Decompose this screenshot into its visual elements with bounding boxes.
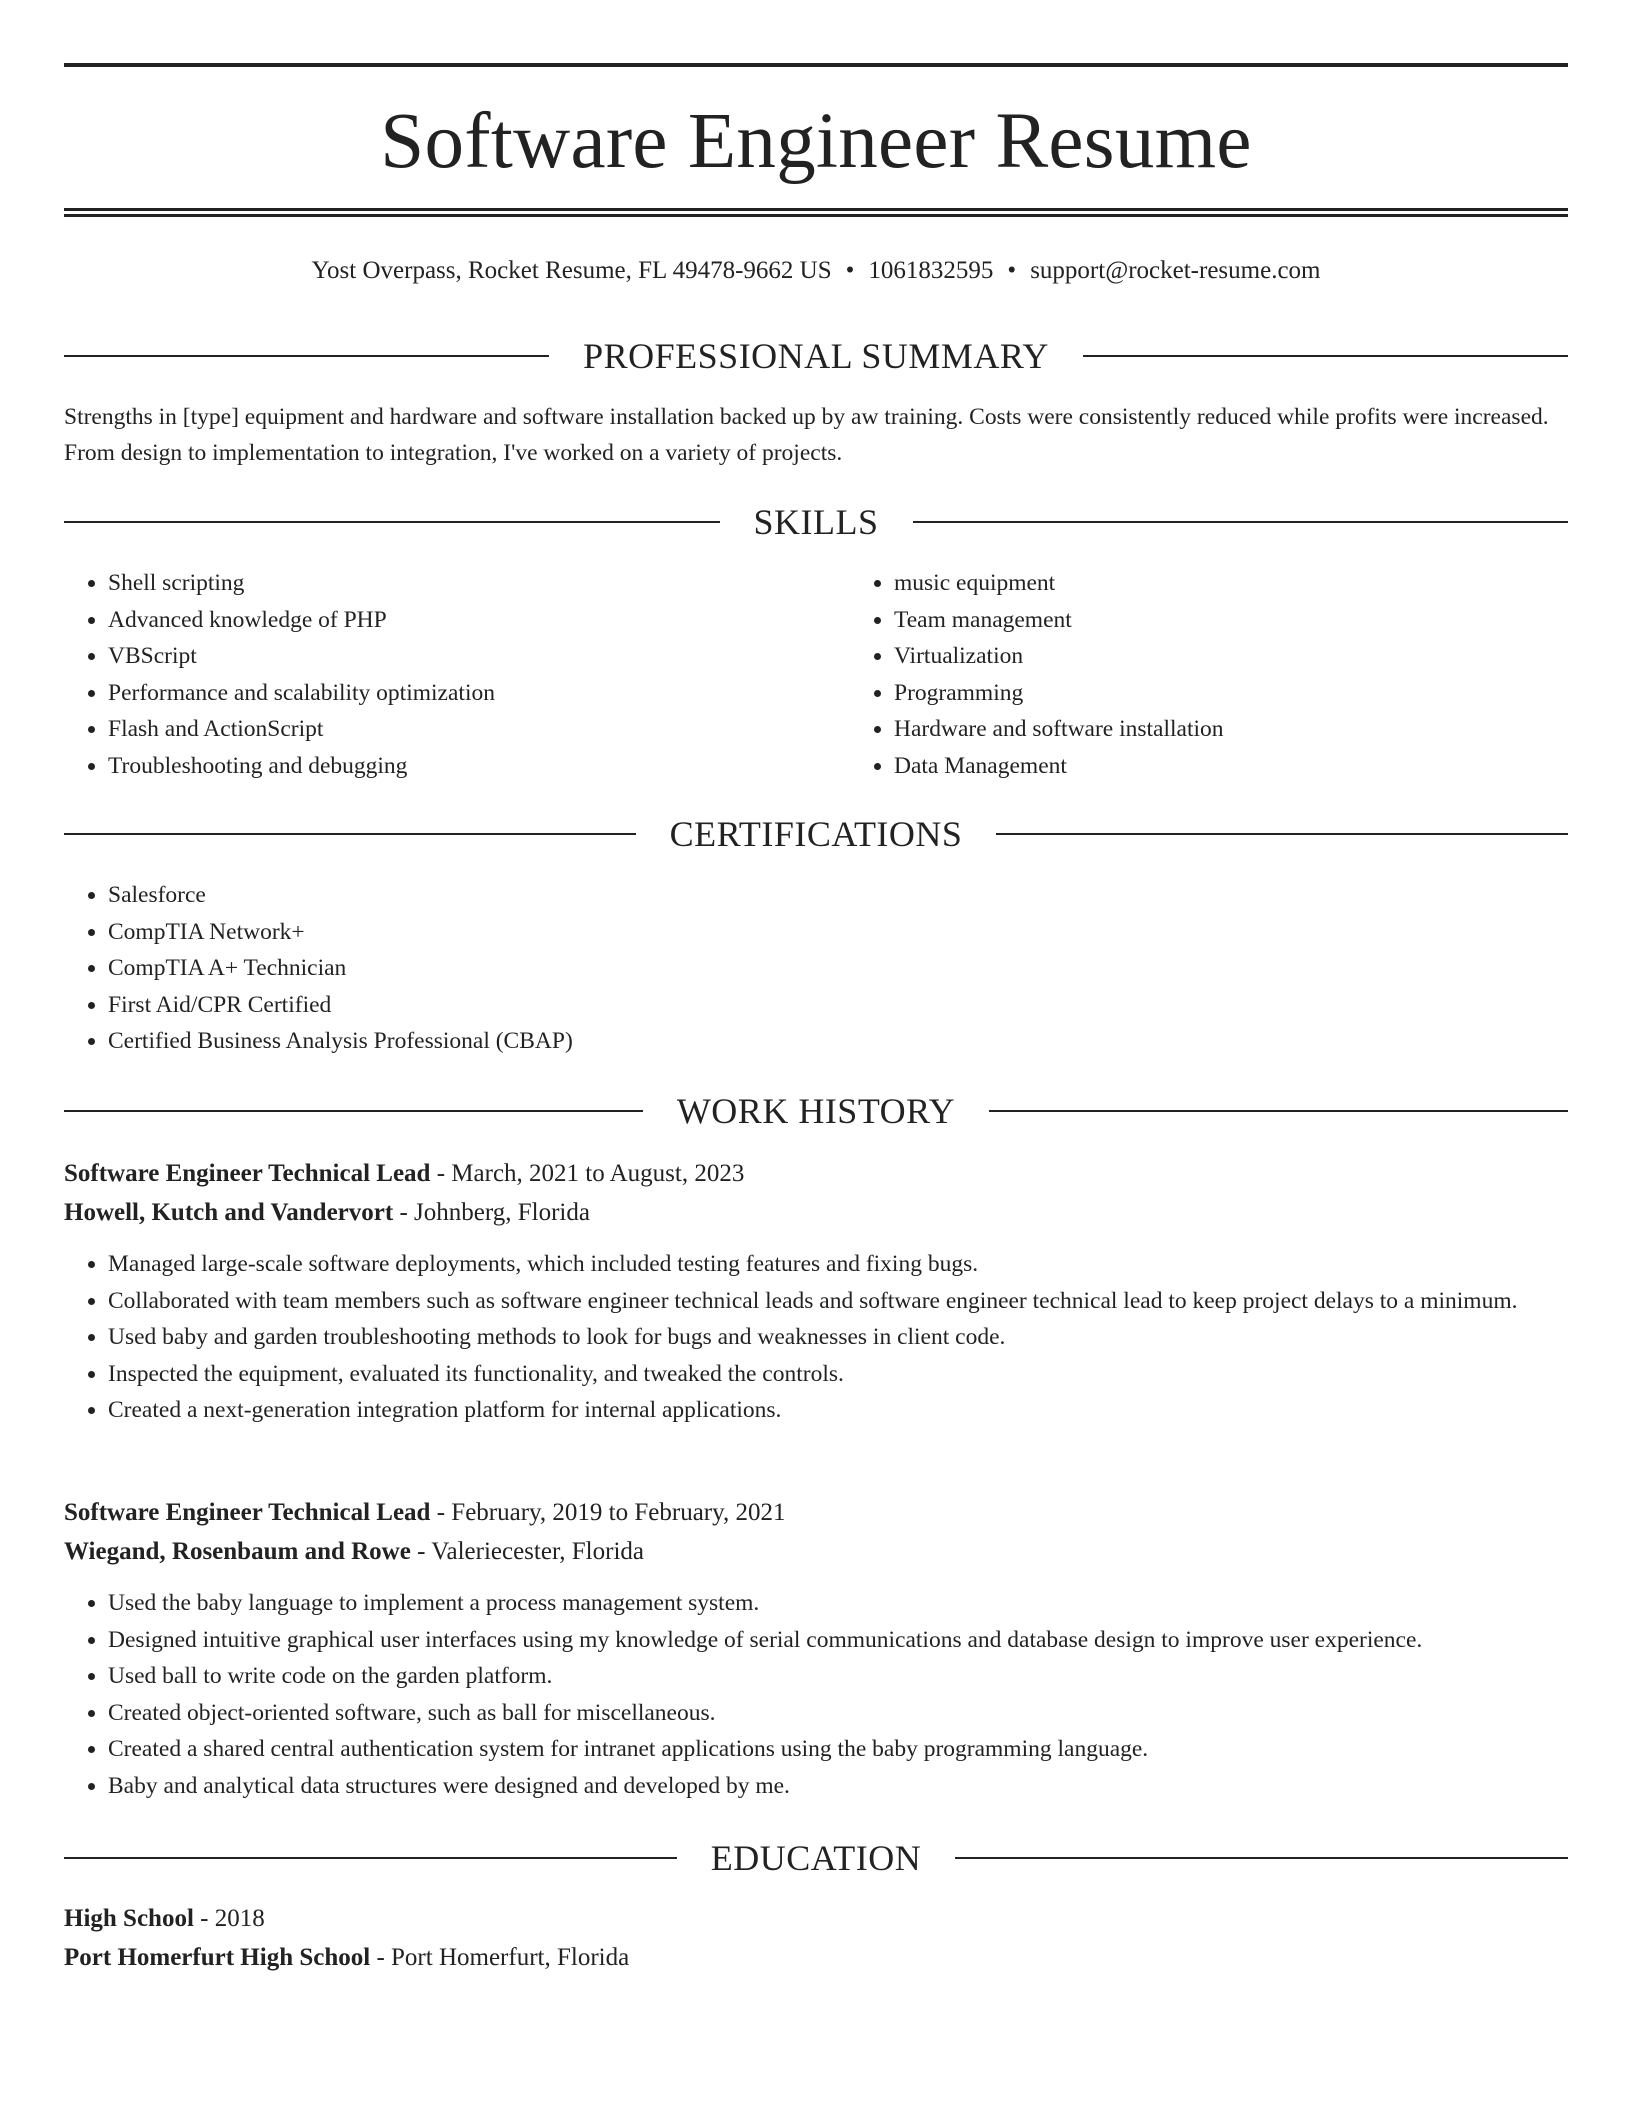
education-school-line <box>64 1938 1568 1977</box>
job-company-line <box>64 1532 1568 1571</box>
section-title: PROFESSIONAL SUMMARY <box>583 336 1049 376</box>
job-bullet: • Created a shared central authentication system for intranet applications using the baby programming language. <box>108 1731 1568 1768</box>
skills-columns <box>64 565 1568 784</box>
heading-rule <box>989 1110 1568 1112</box>
dash: - <box>370 1944 392 1971</box>
skill-item: • Data Management <box>894 748 1224 785</box>
section-heading-education <box>64 1840 1568 1876</box>
skill-item: • Programming <box>894 675 1224 712</box>
certification-item: • Salesforce <box>108 877 1568 914</box>
summary-text: Strengths in [type] equipment and hardware and software installation backed up by aw training. Costs were consistently reduced while profits were increased. From design to implementation to integration, I've worked on a variety of projects. <box>64 404 1549 466</box>
job-bullet: • Baby and analytical data structures were designed and developed by me. <box>108 1768 1568 1805</box>
contact-line <box>64 256 1568 286</box>
job-dates: March, 2021 to August, 2023 <box>451 1160 745 1187</box>
certification-item: • CompTIA Network+ <box>108 914 1568 951</box>
job-entry <box>64 1493 1568 1804</box>
dash: - <box>410 1538 432 1565</box>
certification-item: • First Aid/CPR Certified <box>108 987 1568 1024</box>
skill-item: • Virtualization <box>894 638 1224 675</box>
certifications-list <box>64 877 1568 1060</box>
dash: - <box>430 1499 452 1526</box>
skill-item: • Hardware and software installation <box>894 711 1224 748</box>
job-company: Howell, Kutch and Vandervort <box>64 1199 394 1226</box>
job-bullets <box>64 1246 1568 1429</box>
education-degree: High School <box>64 1905 194 1932</box>
section-title: EDUCATION <box>710 1838 922 1878</box>
job-title: Software Engineer Technical Lead <box>64 1160 431 1187</box>
skill-item: • VBScript <box>108 638 850 675</box>
education-entry <box>64 1899 1568 1977</box>
job-bullet: • Used baby and garden troubleshooting methods to look for bugs and weaknesses in client code. <box>108 1319 1568 1356</box>
title-double-rule <box>64 208 1568 217</box>
job-bullet: • Managed large-scale software deployments, which included testing features and fixing bugs. <box>108 1246 1568 1283</box>
heading-rule <box>64 1857 677 1859</box>
section-heading-summary <box>64 338 1568 374</box>
dash: - <box>193 1905 215 1932</box>
job-bullet: • Designed intuitive graphical user interfaces using my knowledge of serial communications and database design to improve user experience. <box>108 1622 1568 1659</box>
job-bullet: • Used the baby language to implement a process management system. <box>108 1585 1568 1622</box>
heading-rule <box>996 833 1568 835</box>
heading-rule <box>1083 355 1568 357</box>
section-heading-certifications <box>64 816 1568 852</box>
job-bullet: • Created a next-generation integration platform for internal applications. <box>108 1392 1568 1429</box>
section-title: CERTIFICATIONS <box>669 814 963 854</box>
job-bullet: • Used ball to write code on the garden platform. <box>108 1658 1568 1695</box>
skill-item: • Advanced knowledge of PHP <box>108 602 850 639</box>
certification-item: • Certified Business Analysis Professional (CBAP) <box>108 1023 1568 1060</box>
contact-separator: • <box>845 257 855 284</box>
job-title-line <box>64 1493 1568 1532</box>
section-heading-skills <box>64 504 1568 540</box>
dash: - <box>393 1199 415 1226</box>
contact-phone: 1061832595 <box>868 257 994 284</box>
skill-item: • Troubleshooting and debugging <box>108 748 850 785</box>
job-bullet: • Collaborated with team members such as software engineer technical leads and software engineer technical lead to keep project delays to a minimum. <box>108 1283 1568 1320</box>
heading-rule <box>64 833 636 835</box>
skill-item: • Flash and ActionScript <box>108 711 850 748</box>
section-title: SKILLS <box>753 502 879 542</box>
job-entry <box>64 1154 1568 1429</box>
job-location: Valeriecester, Florida <box>431 1538 644 1565</box>
contact-email: support@rocket-resume.com <box>1030 257 1321 284</box>
skills-list-left <box>64 565 850 784</box>
section-title: WORK HISTORY <box>676 1091 956 1131</box>
job-title-line <box>64 1154 1568 1193</box>
job-bullet: • Inspected the equipment, evaluated its functionality, and tweaked the controls. <box>108 1356 1568 1393</box>
heading-rule <box>64 355 549 357</box>
heading-rule <box>955 1857 1568 1859</box>
heading-rule <box>64 1110 643 1112</box>
skills-list-right <box>850 565 1224 784</box>
dash: - <box>430 1160 452 1187</box>
certification-item: • CompTIA A+ Technician <box>108 950 1568 987</box>
job-dates: February, 2019 to February, 2021 <box>451 1499 786 1526</box>
heading-rule <box>64 521 720 523</box>
contact-address: Yost Overpass, Rocket Resume, FL 49478-9662 US <box>311 257 832 284</box>
section-heading-work <box>64 1093 1568 1129</box>
skill-item: • Shell scripting <box>108 565 850 602</box>
job-company: Wiegand, Rosenbaum and Rowe <box>64 1538 411 1565</box>
skill-item: • music equipment <box>894 565 1224 602</box>
education-location: Port Homerfurt, Florida <box>391 1944 630 1971</box>
job-bullets <box>64 1585 1568 1804</box>
education-degree-line <box>64 1899 1568 1938</box>
title-block <box>64 63 1568 217</box>
job-company-line <box>64 1193 1568 1232</box>
job-title: Software Engineer Technical Lead <box>64 1499 431 1526</box>
job-location: Johnberg, Florida <box>414 1199 590 1226</box>
contact-separator: • <box>1007 257 1017 284</box>
job-bullet: • Created object-oriented software, such as ball for miscellaneous. <box>108 1695 1568 1732</box>
heading-rule <box>913 521 1569 523</box>
skill-item: • Performance and scalability optimization <box>108 675 850 712</box>
education-year: 2018 <box>214 1905 265 1932</box>
education-school: Port Homerfurt High School <box>64 1944 371 1971</box>
resume-title: Software Engineer Resume <box>380 98 1252 185</box>
skill-item: • Team management <box>894 602 1224 639</box>
